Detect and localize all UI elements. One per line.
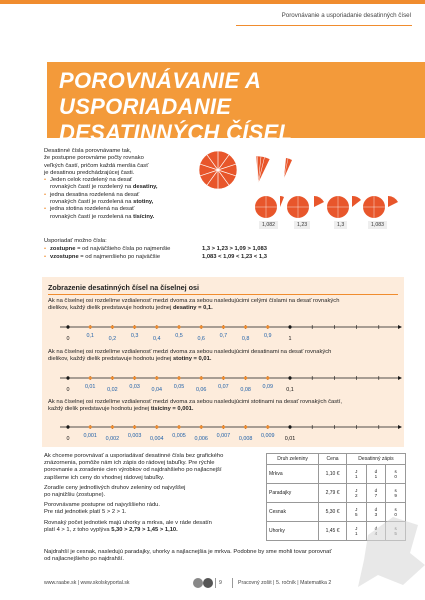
- header-accent-bar: [0, 0, 425, 4]
- tick-label: 0,03: [129, 384, 140, 390]
- panel-title: Zobrazenie desatinných čísel na číselnej osi: [48, 283, 199, 292]
- table-cell-name: Cesnak: [267, 503, 319, 522]
- tick-label: 0,01: [84, 384, 96, 390]
- paragraph: [44, 453, 256, 482]
- panel-rule: [48, 294, 398, 295]
- title-line-2: DESATINNÝCH ČÍSEL: [59, 120, 293, 145]
- axis-point: [133, 425, 136, 428]
- page-number: 9: [219, 580, 222, 586]
- place-label: d: [374, 469, 378, 474]
- ordering-row-ascending: [44, 254, 404, 262]
- ordering-heading: Usporiadať možno čísla:: [44, 238, 107, 244]
- ordering-expression: 1,3 > 1,23 > 1,09 > 1,083: [202, 245, 267, 252]
- footer-separator: [232, 578, 233, 588]
- axis-point: [266, 425, 269, 428]
- tick-label: 0,5: [175, 333, 183, 339]
- axis-point: [222, 425, 225, 428]
- running-title: Porovnávanie a usporiadanie desatinných čísel: [281, 12, 411, 19]
- bullet-text: rovnakých častí je rozdelená na: [50, 213, 134, 220]
- bullet-text: jedna stotina rozdelená na desať: [50, 206, 135, 213]
- table-cell-digit: [386, 484, 406, 503]
- text-line: Porovnávame postupne od najvyššieho rádu.: [44, 502, 161, 509]
- place-label: s: [394, 488, 397, 493]
- tick-label: 0,09: [262, 384, 274, 390]
- tick-label: 0,6: [197, 336, 205, 342]
- panel-text-line: Ak na číselnej osi rozdelíme vzdialenosť medzi dvoma za sebou nasledujúcimi celými číslami na desať rovnakých: [48, 298, 340, 304]
- digit: 2: [354, 493, 358, 498]
- table-cell-price: 1,45 €: [319, 522, 347, 541]
- ordering-desc: = od najväčšieho čísla po najmenšie: [75, 245, 171, 252]
- place-label: J: [355, 507, 358, 512]
- footer-links: www.raabe.sk | www.skolskyportal.sk: [44, 580, 130, 586]
- place-label: J: [355, 488, 358, 493]
- table-cell-digit: [346, 465, 366, 484]
- axis-arrow-icon: [398, 325, 402, 329]
- digit: 9: [394, 493, 397, 498]
- table-cell-price: 1,10 €: [319, 465, 347, 484]
- tick-label: 0,7: [219, 333, 228, 339]
- number-line-panel: [42, 277, 404, 447]
- tick-label: 0,008: [238, 436, 253, 442]
- text-line: porovnanie a zoradenie cien výrobkov od najdrahšieho po najlacnejší: [44, 467, 222, 474]
- bullet-text: Jeden celok rozdelený na desať: [50, 177, 133, 184]
- axis-point: [266, 325, 269, 328]
- pie-row: [255, 196, 398, 218]
- table-cell-name: Uhorky: [267, 522, 319, 541]
- ordering-desc: = od najmenšieho po najväčšie: [78, 253, 161, 260]
- table-row: [267, 465, 406, 484]
- ordering-label: [44, 254, 160, 262]
- header-rule: [236, 25, 412, 26]
- vegetable-explanation: [44, 453, 256, 537]
- place-label: s: [394, 469, 397, 474]
- tick-label: 0,006: [194, 436, 208, 442]
- tick-label: 0,4: [153, 336, 161, 342]
- paragraph: [44, 502, 256, 516]
- table-cell-digit: [366, 465, 386, 484]
- tick-label: 0,1: [86, 333, 94, 339]
- tick-label: 0,001: [83, 433, 97, 439]
- axis-point: [244, 376, 247, 379]
- tick-label: 0,007: [216, 433, 231, 439]
- panel-text-bold: desatiny = 0,1.: [172, 305, 213, 312]
- bullet-bold: desatiny,: [132, 184, 158, 191]
- intro-bullets: [44, 177, 194, 221]
- bullet-text: jedna desatina rozdelená na desať: [50, 191, 140, 198]
- table-cell-digit: [346, 484, 366, 503]
- bullet-desatiny: [44, 177, 194, 192]
- tick-label: 0,05: [173, 384, 185, 390]
- table-header: Druh zeleniny: [267, 454, 319, 465]
- axis-point: [244, 425, 247, 428]
- pie-illustration: [196, 150, 406, 230]
- intro-line: Desatinné čísla porovnávame tak,: [44, 148, 132, 154]
- tick-label: 0,009: [261, 433, 275, 439]
- number-line-desatiny: [42, 320, 404, 346]
- ordering-row-descending: [44, 246, 404, 254]
- digit: 1: [374, 474, 378, 479]
- place-label: J: [355, 526, 358, 531]
- ordering-keyword: vzostupne: [50, 253, 79, 260]
- axis-point: [177, 325, 180, 328]
- place-label: s: [394, 507, 397, 512]
- text-line: od najlacnejšieho po najdrahší.: [44, 556, 124, 563]
- ordering-keyword: zostupne: [50, 245, 76, 252]
- text-line: zapíšeme ich ceny do vhodnej rádovej tabuľky.: [44, 474, 165, 481]
- panel-text-bold: tisíciny = 0,001.: [150, 406, 194, 413]
- table-cell-price: 5,30 €: [319, 503, 347, 522]
- tick-label: 0: [66, 387, 70, 393]
- panel-text-desatiny: [48, 298, 393, 312]
- axis-point: [200, 325, 203, 328]
- text-line: Zoradíe ceny jednotlivých druhov zeleniny od najvyššej: [44, 484, 186, 491]
- axis-point: [111, 425, 114, 428]
- axis-point: [222, 325, 225, 328]
- axis-point: [155, 325, 158, 328]
- footer-meta: Pracovný zošit | 5. ročník | Matematika 2: [238, 580, 332, 586]
- axis-point: [89, 376, 92, 379]
- bullet-bold: tisíciny.: [133, 213, 155, 220]
- place-label: d: [374, 507, 378, 512]
- tick-label: 0,07: [218, 384, 229, 390]
- axis-point: [66, 376, 69, 379]
- tick-label: 0,08: [240, 387, 251, 393]
- axis-point: [177, 425, 180, 428]
- tick-label: 0,002: [105, 436, 120, 442]
- fraction-pies-graphic: [196, 150, 406, 230]
- tick-label: 0,04: [151, 387, 163, 393]
- axis-point: [133, 325, 136, 328]
- intro-line: že postupne porovnáme počty rovnako: [44, 155, 144, 162]
- tick-label: 0,8: [241, 336, 250, 342]
- bullet-tisiciny: [44, 206, 194, 221]
- tick-label: 0,01: [284, 436, 296, 442]
- intro-line: veľkých častí, pričom každá menšia časť: [44, 162, 149, 169]
- axis-point: [89, 325, 92, 328]
- axis-point: [155, 425, 158, 428]
- tick-label: 0,3: [130, 333, 139, 339]
- table-cell-name: Paradajky: [267, 484, 319, 503]
- text-line: Rovnaký počet jednotiek majú uhorky a mrkva, ale v ráde desatín: [44, 519, 212, 526]
- pie-label: 1,082: [259, 221, 278, 229]
- axis-point: [222, 376, 225, 379]
- tick-label: 0: [66, 336, 70, 342]
- table-cell-name: Mrkva: [267, 465, 319, 484]
- axis-point: [133, 376, 136, 379]
- ordering-label: [44, 246, 170, 254]
- place-label: d: [374, 488, 378, 493]
- title-line-1: POROVNÁVANIE A USPORIADANIE: [59, 68, 261, 119]
- place-label: d: [374, 526, 378, 531]
- tick-label: 0,004: [150, 436, 164, 442]
- axis-point: [200, 425, 203, 428]
- number-line-tisiciny: [42, 420, 404, 446]
- axis-point: [111, 325, 114, 328]
- digit: 0: [394, 512, 397, 517]
- axis-point: [111, 376, 114, 379]
- axis-arrow-icon: [398, 376, 402, 380]
- axis-point: [66, 425, 69, 428]
- page-footer: [44, 578, 404, 592]
- tick-label: 1: [288, 336, 292, 342]
- pie-label: 1,3: [334, 221, 347, 229]
- text-bold: 5,30 > 2,79 > 1,45 > 1,10.: [111, 526, 178, 533]
- axis-point: [89, 425, 92, 428]
- axis-arrow-icon: [398, 425, 402, 429]
- paragraph: [44, 520, 256, 534]
- digit: 3: [374, 512, 378, 517]
- tenth-slice: [256, 156, 270, 184]
- intro-text: [44, 148, 194, 221]
- text-line: znázornenia, pomôže nám ich zápis do rádovej tabuľky. Pre rýchle: [44, 460, 215, 467]
- table-header: Desatinný zápis: [346, 454, 405, 465]
- table-cell-digit: [366, 484, 386, 503]
- digit: 1: [354, 474, 358, 479]
- axis-point: [200, 376, 203, 379]
- panel-text-line: Ak na číselnej osi rozdelíme vzdialenosť medzi dvoma za sebou nasledujúcimi stotinami na desať rovnakých častí,: [48, 399, 343, 405]
- table-cell-digit: [386, 465, 406, 484]
- axis-point: [244, 325, 247, 328]
- pie-label: 1,23: [294, 221, 310, 229]
- page-header: [0, 0, 425, 32]
- table-header: Cena: [319, 454, 347, 465]
- digit: 0: [394, 474, 397, 479]
- tick-label: 0,9: [264, 333, 272, 339]
- axis-point: [288, 376, 291, 379]
- bullet-bold: stotiny,: [133, 199, 154, 206]
- whole-pie: [199, 151, 237, 189]
- number-line-stotiny: [42, 371, 404, 397]
- hundredth-slice: [284, 158, 292, 178]
- digit: 1: [354, 531, 358, 536]
- panel-text-line: dielikov, každý dielik predstavuje hodnotu jednej: [48, 356, 173, 363]
- tick-label: 0: [66, 436, 70, 442]
- footer-separator: [215, 578, 216, 588]
- text-line: Pre rád jednotiek platí 5 > 2 > 1.: [44, 509, 127, 516]
- table-row: [267, 484, 406, 503]
- tick-label: 0,2: [108, 336, 117, 342]
- bullet-stotiny: [44, 192, 194, 207]
- pie-label: 1,083: [368, 221, 387, 229]
- text-line: Ak chceme porovnávať a usporiadávať desatinné čísla bez grafického: [44, 453, 224, 459]
- panel-text-line: každý dielik predstavuje hodnotu jednej: [48, 406, 151, 413]
- digit: 7: [374, 493, 378, 498]
- panel-text-bold: stotiny = 0,01.: [172, 356, 212, 363]
- intro-line: je desatinou predchádzajúcej časti.: [44, 169, 135, 176]
- tick-label: 0,1: [286, 387, 294, 393]
- text-line: platí 4 > 1, z toho vyplýva: [44, 526, 112, 533]
- axis-point: [66, 325, 69, 328]
- text-line: po najnižšiu (zostupne).: [44, 492, 106, 499]
- paragraph: [44, 485, 256, 499]
- axis-point: [177, 376, 180, 379]
- tick-label: 0,02: [107, 387, 118, 393]
- bullet-text: rovnakých častí je rozdelená na: [50, 199, 134, 206]
- axis-point: [155, 376, 158, 379]
- tick-label: 0,06: [195, 387, 207, 393]
- axis-point: [288, 425, 291, 428]
- page-title: [59, 68, 425, 146]
- table-header-row: [267, 454, 406, 465]
- panel-text-stotiny: [48, 349, 393, 363]
- panel-text-tisiciny: [48, 399, 393, 413]
- panel-text-line: dielikov, každý dielik predstavuje hodnotu jednej: [48, 305, 173, 312]
- publisher-logo-icon: [192, 577, 214, 589]
- panel-text-line: Ak na číselnej osi rozdelíme vzdialenosť medzi dvoma za sebou nasledujúcimi desatinami na desať rovnakých: [48, 349, 332, 355]
- title-band: [47, 62, 425, 145]
- ordering-section: [44, 238, 404, 262]
- text-line: Najdrahší je cesnak, nasledujú paradajky, uhorky a najlacnejšia je mrkva. Podobne by sme mohli tovar porovnať: [44, 549, 332, 555]
- digit: 5: [354, 512, 358, 517]
- tick-label: 0,003: [127, 433, 142, 439]
- axis-point: [266, 376, 269, 379]
- table-cell-price: 2,79 €: [319, 484, 347, 503]
- bullet-text: rovnakých častí je rozdelený na: [50, 184, 133, 191]
- axis-point: [288, 325, 291, 328]
- ordering-expression: 1,083 < 1,09 < 1,23 < 1,3: [202, 253, 267, 260]
- conclusion-text: [44, 549, 344, 563]
- place-label: J: [355, 469, 358, 474]
- tick-label: 0,005: [172, 433, 186, 439]
